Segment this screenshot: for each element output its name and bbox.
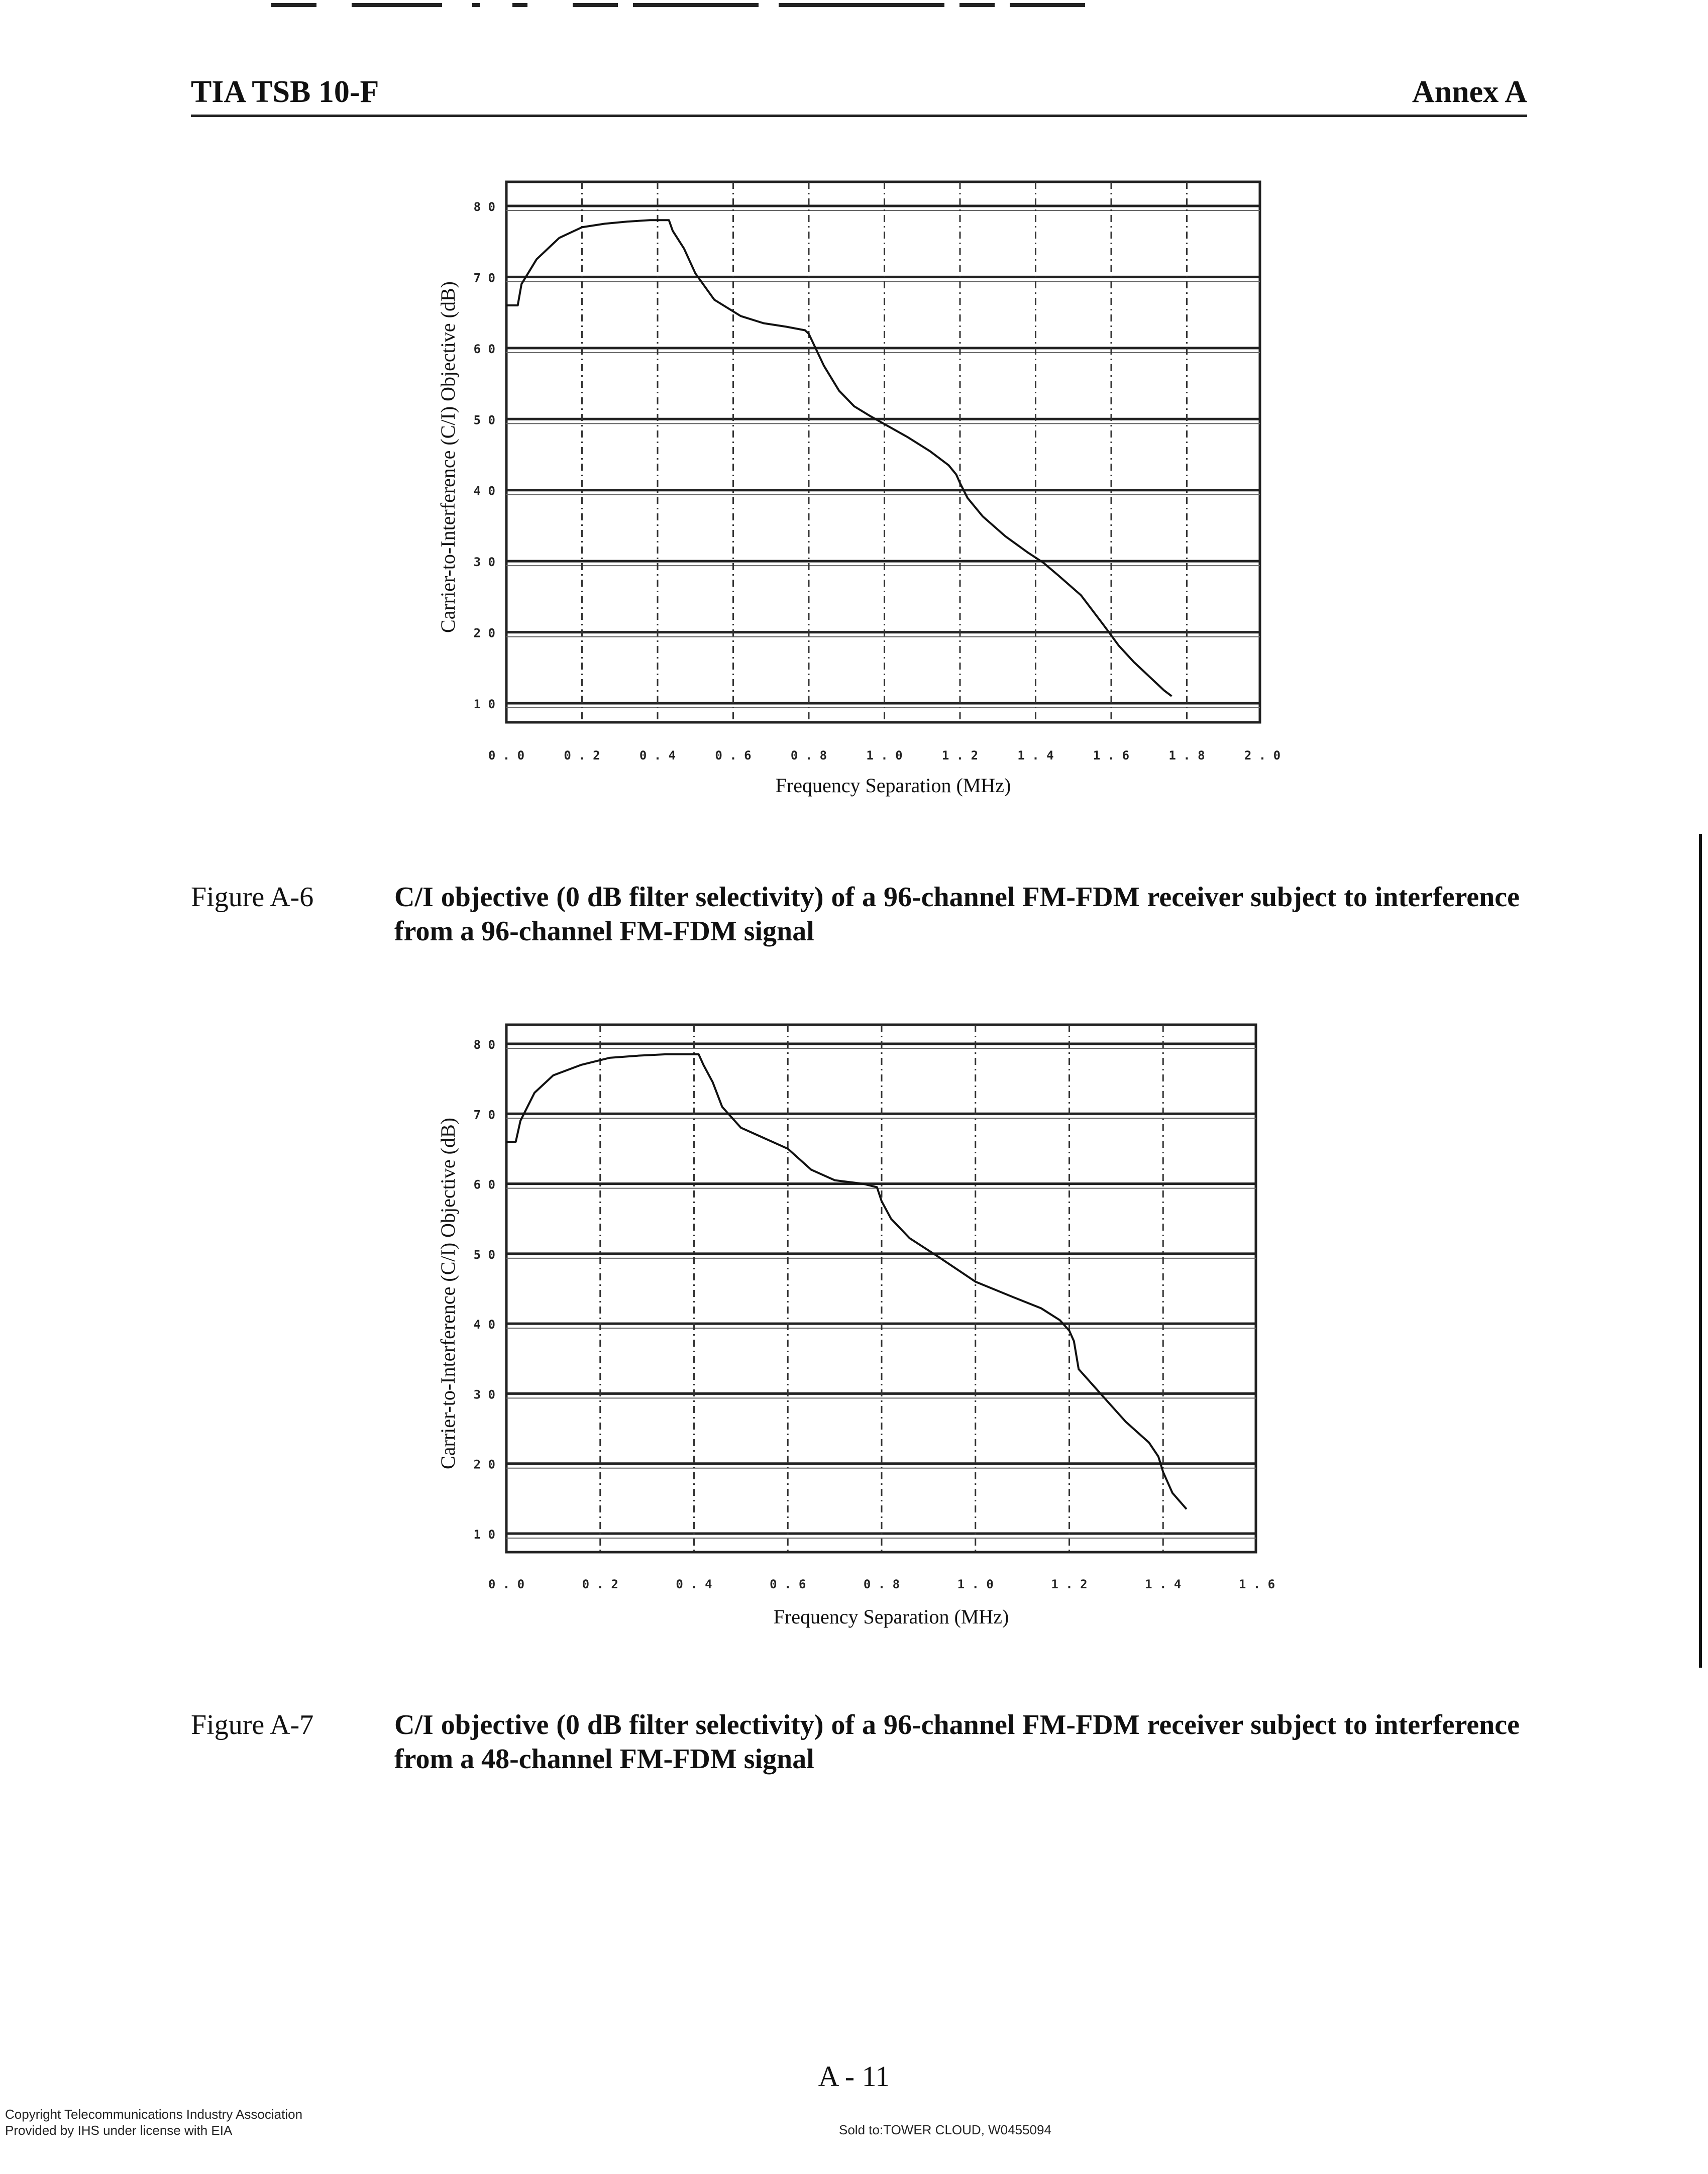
x-tick-label: 0 . 8	[863, 1577, 900, 1591]
annex-label: Annex A	[1412, 75, 1527, 109]
x-tick-label: 2 . 0	[1244, 748, 1281, 763]
y-tick-label: 3 0	[473, 555, 495, 570]
document-id: TIA TSB 10-F	[191, 75, 379, 109]
page-number: A - 11	[818, 2060, 890, 2093]
figure-caption-a6: C/I objective (0 dB filter selectivity) of a 96-channel FM-FDM receiver subject to interference from a 96-channel FM-FDM signal	[394, 882, 1520, 947]
figure-caption-a7: C/I objective (0 dB filter selectivity) of a 96-channel FM-FDM receiver subject to interference from a 48-channel FM-FDM signal	[394, 1709, 1520, 1775]
y-tick-label: 7 0	[473, 271, 495, 285]
x-tick-label: 1 . 6	[1093, 748, 1130, 763]
sold-to-notice: Sold to:TOWER CLOUD, W0455094	[839, 2122, 1051, 2137]
y-tick-label: 5 0	[473, 413, 495, 427]
y-tick-label: 1 0	[473, 1528, 495, 1542]
x-tick-label: 0 . 0	[488, 748, 525, 763]
scan-artifact-marks	[271, 0, 1075, 11]
x-tick-label: 1 . 0	[866, 748, 903, 763]
chart-figure-a7	[0, 1010, 1708, 1648]
x-tick-label: 1 . 0	[957, 1577, 994, 1591]
x-tick-label: 1 . 6	[1238, 1577, 1275, 1591]
page-header	[191, 74, 1527, 117]
y-tick-label: 8 0	[473, 200, 495, 214]
x-tick-label: 0 . 8	[790, 748, 827, 763]
x-tick-label: 1 . 2	[1051, 1577, 1088, 1591]
series-line	[506, 1054, 1187, 1509]
x-tick-label: 1 . 4	[1017, 748, 1054, 763]
y-tick-label: 4 0	[473, 484, 495, 498]
y-tick-label: 1 0	[473, 697, 495, 711]
y-tick-label: 2 0	[473, 626, 495, 640]
y-tick-label: 4 0	[473, 1318, 495, 1332]
x-tick-label: 0 . 2	[582, 1577, 618, 1591]
x-tick-label: 0 . 0	[488, 1577, 525, 1591]
x-tick-label: 0 . 4	[639, 748, 676, 763]
figure-label-a7: Figure A-7	[191, 1709, 314, 1741]
y-tick-label: 3 0	[473, 1387, 495, 1402]
y-tick-label: 6 0	[473, 342, 495, 356]
copyright-notice	[5, 2106, 302, 2138]
x-tick-label: 0 . 2	[564, 748, 600, 763]
y-tick-label: 2 0	[473, 1457, 495, 1472]
series-line	[506, 220, 1171, 696]
x-axis-title: Frequency Separation (MHz)	[775, 774, 1011, 797]
x-tick-label: 1 . 8	[1168, 748, 1205, 763]
y-axis-title: Carrier-to-Interference (C/I) Objective (dB)	[437, 281, 459, 633]
y-axis-title: Carrier-to-Interference (C/I) Objective (dB)	[437, 1118, 459, 1469]
y-tick-label: 7 0	[473, 1108, 495, 1122]
x-tick-label: 0 . 4	[676, 1577, 712, 1591]
figure-label-a6: Figure A-6	[191, 882, 314, 913]
x-tick-label: 1 . 4	[1145, 1577, 1182, 1591]
plot-frame	[506, 182, 1260, 722]
copyright-line-2: Provided by IHS under license with EIA	[5, 2123, 233, 2138]
x-axis-title: Frequency Separation (MHz)	[773, 1605, 1009, 1628]
x-tick-label: 1 . 2	[941, 748, 979, 763]
y-tick-label: 8 0	[473, 1038, 495, 1052]
copyright-line-1: Copyright Telecommunications Industry Association	[5, 2107, 303, 2122]
scan-edge-bar	[1699, 834, 1702, 1668]
x-tick-label: 0 . 6	[770, 1577, 806, 1591]
chart-figure-a6	[0, 171, 1708, 834]
x-tick-label: 0 . 6	[715, 748, 752, 763]
y-tick-label: 6 0	[473, 1177, 495, 1192]
y-tick-label: 5 0	[473, 1247, 495, 1262]
